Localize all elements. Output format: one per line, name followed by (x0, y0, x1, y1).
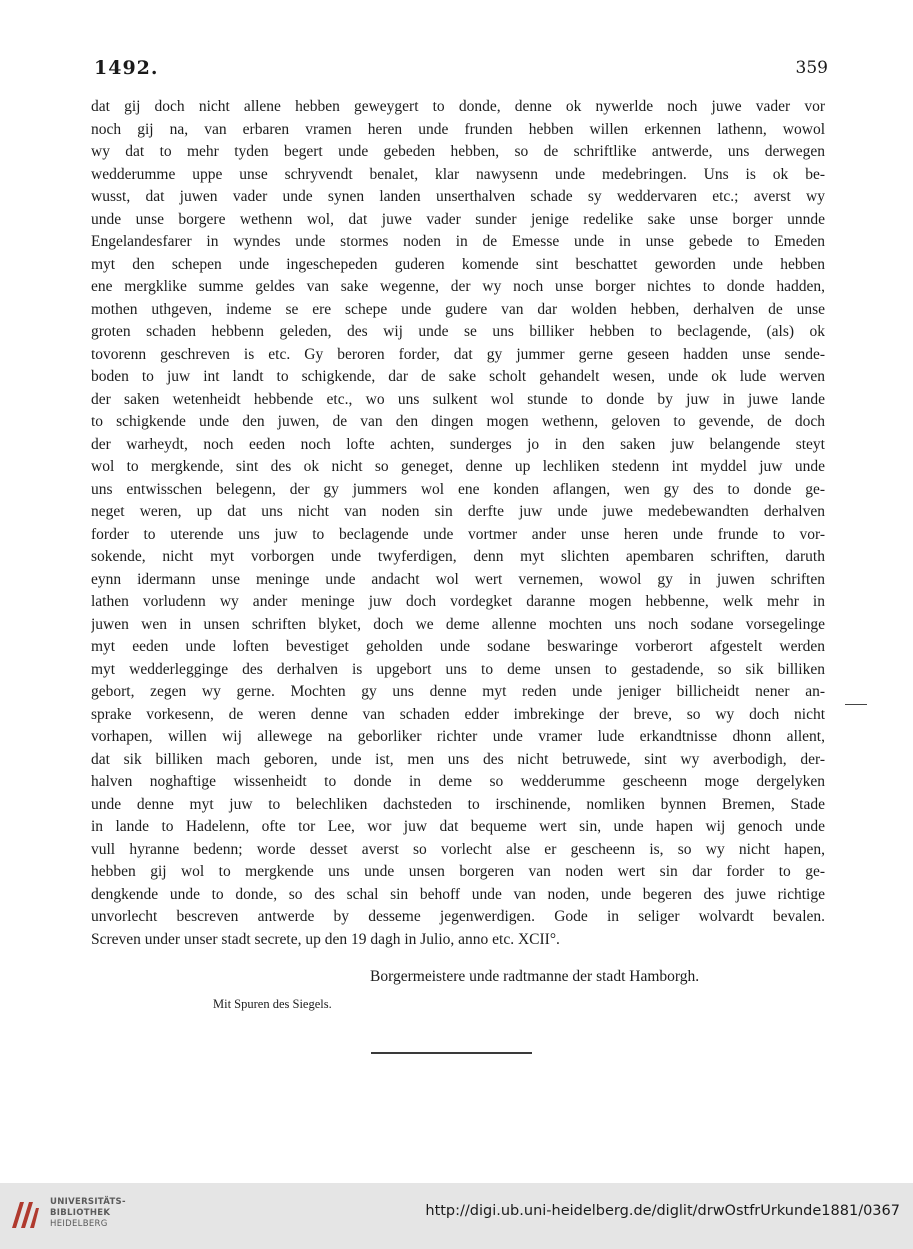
library-name (50, 1197, 126, 1230)
text-line: lathen vorludenn wy ander meninge juw doch vordegket daranne mogen hebbenne, welk mehr in (91, 593, 825, 610)
library-emblem-icon (8, 1198, 42, 1232)
text-line: wedderumme uppe unse schryvendt benalet, klar nawysenn unde medebringen. Uns is ok be- (91, 165, 825, 183)
seal-note: Mit Spuren des Siegels. (213, 997, 332, 1011)
text-line: vorhapen, willen wij allewege na geborliker richter unde vramer lude erkandtnisse dhonn allent, (91, 728, 825, 745)
text-line: gebort, zegen wy gerne. Mochten gy uns denne myt reden unde jeniger billicheidt nener an- (91, 683, 825, 700)
library-logo[interactable] (8, 1195, 128, 1235)
text-line: Screven under unser stadt secrete, up den 19 dagh in Julio, anno etc. XCII°. (91, 930, 560, 948)
logo-line: UNIVERSITÄTS- (50, 1197, 126, 1207)
text-line: wusst, dat juwen vader unde synen landen unserthalven schade sy weddervaren etc.; averst wy (91, 188, 825, 205)
page-label: 1492. (94, 57, 159, 79)
text-line: der saken wetenheidt hebbende etc., wo uns sulkent wol stunde to donde by juw in juwe lande (91, 390, 825, 408)
text-line: eynn idermann unse meninge unde andacht wol wert vernemen, wowol gy in juwen schriften (91, 570, 825, 588)
text-line: to schigkende unde den juwen, de van den dingen mogen wethenn, geloven to gevende, de doch (91, 413, 825, 430)
text-line: dengkende unde to donde, so des schal sin behoff unde van noden, unde begeren des juwe richtige (91, 885, 825, 903)
text-line: myt eeden unde loften bevestiget geholden unde sodane beswaringe vorberort afgestelt werden (91, 638, 825, 655)
text-line: neget weren, up dat uns nicht van noden sin derfte juw unde juwe medebewandten derhalven (91, 503, 825, 520)
text-line: unde denne myt juw to belechliken dachsteden to irschinende, nomliken bynnen Bremen, Stade (91, 795, 825, 813)
text-line: halven noghaftige wissenheidt to donde in deme so wedderumme gescheenn moge dergelyken (91, 773, 825, 790)
text-line: hebben gij wol to mergkende uns unde unsen borgeren van noden wert sin dar forder to ge- (91, 863, 825, 880)
text-line: groten schaden hebbenn geleden, des wij unde se uns billiker hebben to beclagende, (als) ok (91, 323, 825, 340)
page-header (94, 55, 828, 83)
text-line: juwen wen in unsen schriften blyket, doch we deme allenne mochten uns noch sodane vorsegelinge (91, 615, 825, 633)
text-line: unvorlecht bescreven antwerde by desseme jegenwerdigen. Gode in seliger wolvardt bevalen. (91, 908, 825, 925)
text-line: noch gij na, van erbaren vramen heren unde frunden hebben willen erkennen lathenn, wowol (91, 120, 825, 138)
text-line: unde unse borgere wethenn wol, dat juwe vader sunder jenige redelike sake unse borger unnde (91, 210, 825, 228)
logo-line: HEIDELBERG (50, 1219, 108, 1229)
text-line: uns entwisschen belegenn, der gy jummers wol ene konden aflangen, wen gy des to donde ge- (91, 480, 825, 498)
page-number: 359 (795, 58, 828, 78)
margin-mark (845, 704, 867, 705)
source-url-link[interactable]: http://digi.ub.uni-heidelberg.de/diglit/drwOstfrUrkunde1881/0367 (425, 1203, 900, 1219)
text-line: wol to mergkende, sint des ok nicht so geneget, denne up lechliken stedenn int myddel juw unde (91, 458, 825, 475)
text-line: wy dat to mehr tyden begert unde gebeden hebben, so de schriftlike antwerde, uns derwegen (91, 143, 825, 160)
section-divider (371, 1052, 532, 1054)
text-line: ene mergklike summe geldes van sake wegenne, der wy noch unse borger nichtes to donde hadden, (91, 278, 825, 295)
text-line: boden to juw int landt to schigkende, dar de sake scholt gehandelt wesen, unde ok lude werven (91, 368, 825, 385)
text-line: vull hyranne bedenn; worde desset averst so vorlecht alse er gescheenn is, so wy nicht hapen, (91, 840, 825, 858)
text-line: tovorenn geschreven is etc. Gy beroren forder, dat gy jummer gerne geseen hadden unse sende- (91, 345, 825, 363)
footer-bar (0, 1183, 913, 1249)
text-line: der warheydt, noch eeden noch lofte achten, sunderges jo in den saken juw belangende steyt (91, 435, 825, 453)
text-line: Engelandesfarer in wyndes unde stormes noden in de Emesse unde in unse gebede to Emeden (91, 233, 825, 250)
text-line: mothen uthgeven, indeme se ere schepe unde gudere van dar wolden hebben, derhalven de unse (91, 300, 825, 318)
text-line: forder to uterende uns juw to beclagende unde vortmer ander unse heren unde frunde to vor- (91, 525, 825, 543)
text-line: dat sik billiken mach geboren, unde ist, men uns des nicht betruwede, sint wy averbodigh, der- (91, 750, 825, 768)
text-line: in lande to Hadelenn, ofte tor Lee, wor juw dat bequeme wert sin, unde hapen wij genoch unde (91, 818, 825, 835)
text-line: sokende, nicht myt vorborgen unde twyferdigen, denn myt slichten apembaren schriften, daruth (91, 548, 825, 565)
document-body (91, 96, 825, 951)
text-line: myt wedderlegginge des derhalven is upgebort uns to deme unsen to gestadende, so sik billiken (91, 660, 825, 678)
text-line: sprake vorkesenn, de weren denne van schaden edder imbrekinge der breve, so wy doch nicht (91, 705, 825, 723)
text-line: dat gij doch nicht allene hebben geweygert to donde, denne ok nywerlde noch juwe vader vor (91, 98, 825, 115)
signature-line: Borgermeistere unde radtmanne der stadt Hamborgh. (370, 968, 700, 985)
logo-line: BIBLIOTHEK (50, 1208, 111, 1218)
text-line: myt den schepen unde ingeschepeden guderen komende sint beschattet geworden unde hebben (91, 255, 825, 273)
